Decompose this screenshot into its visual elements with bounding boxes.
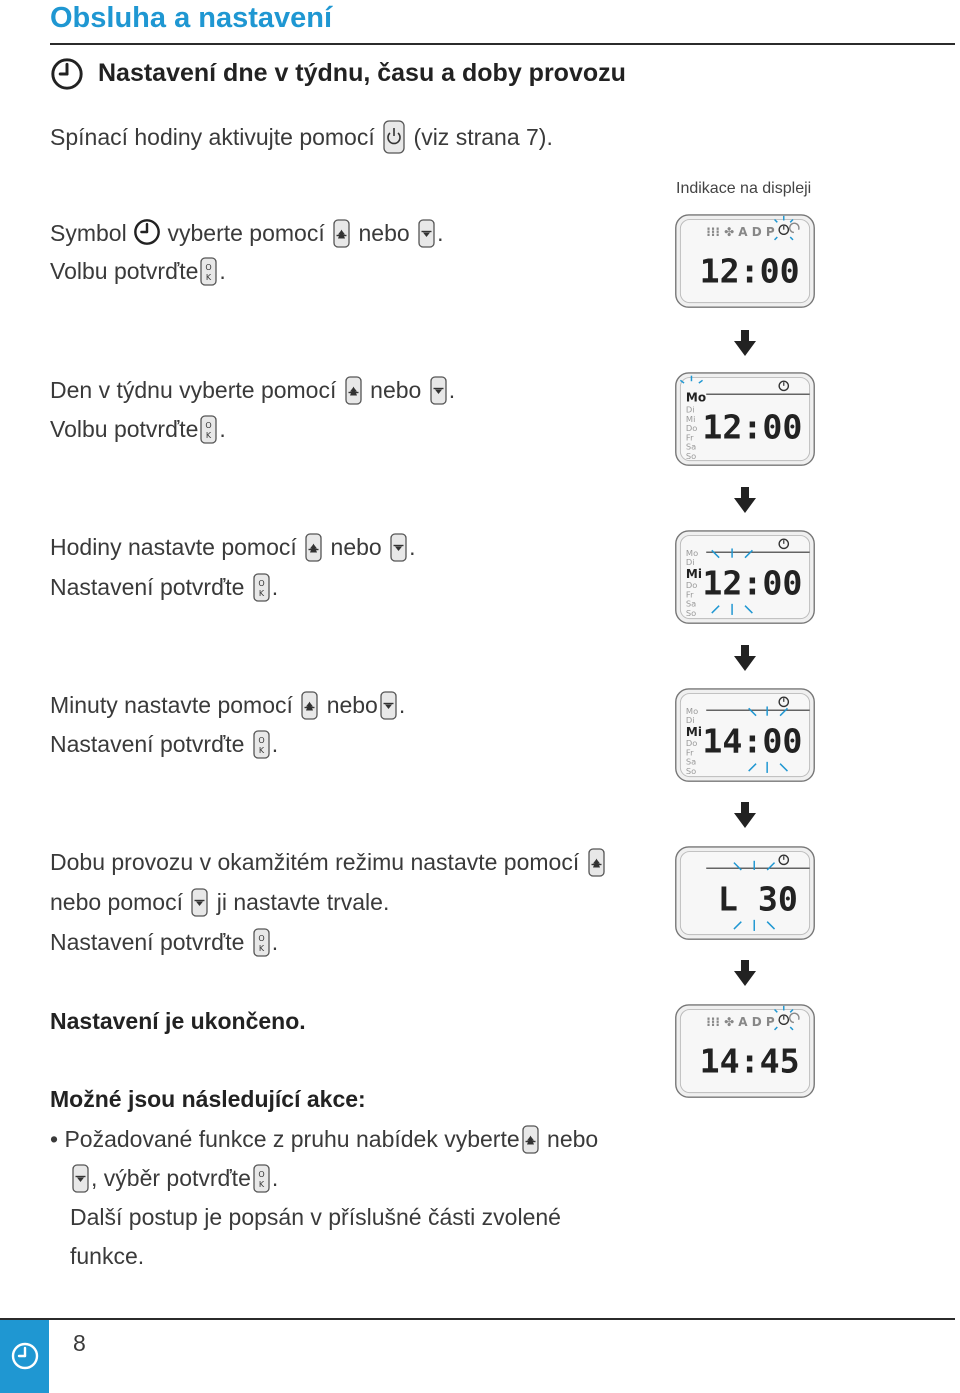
intro-text: Spínací hodiny aktivujte pomocí [50,124,375,150]
display-caption: Indikace na displeji [676,180,812,197]
actions-text: . [271,1165,279,1191]
step-5-line-1 [50,848,607,877]
up-button-icon [305,533,322,562]
actions-bullet-line-2 [70,1164,278,1193]
step-4-line-1 [50,691,405,720]
day-mo: Mo [685,705,699,716]
footer-tab [0,1320,49,1393]
clock-icon [10,1341,40,1371]
ok-button-icon [253,573,270,602]
step-text: . [409,534,416,560]
day-mo: Mo [685,547,699,558]
bullet: • [50,1126,59,1152]
step-5-line-2 [50,888,389,917]
display-time: L 30 [717,879,798,919]
actions-text: nebo [547,1126,599,1152]
step-2-line-1 [50,376,455,405]
step-text: Den v týdnu vyberte pomocí [50,377,337,403]
down-button-icon [390,533,407,562]
step-text: . [448,377,456,403]
ok-button-icon [253,730,270,759]
up-button-icon [333,219,350,248]
step-4-line-2 [50,730,278,759]
day-di: Di [685,557,695,568]
step-text: . [271,929,279,955]
up-button-icon [301,691,318,720]
step-text: vyberte pomocí [167,220,325,246]
day-mi: Mi [685,413,696,424]
day-fr: Fr [685,747,694,758]
step-text: nebo [358,220,410,246]
down-button-icon [191,888,208,917]
actions-bullet-line-3: Další postup je popsán v příslušné části zvolené [70,1204,561,1230]
actions-text: Požadované funkce z pruhu nabídek vyberte [64,1126,520,1152]
actions-heading: Možné jsou následující akce: [50,1086,366,1112]
step-text: . [219,416,226,442]
page-title: Obsluha a nastavení [50,2,333,34]
step-text: nebo [330,534,382,560]
display-hours [670,530,820,626]
display-time: 12:00 [702,407,803,447]
actions-bullet-line-1 [50,1125,598,1154]
down-arrow-icon [734,802,756,828]
step-text: . [271,574,279,600]
display-time: 14:00 [702,721,803,761]
step-text: Volbu potvrďte [50,258,199,284]
day-do: Do [685,423,698,434]
step-text: Hodiny nastavte pomocí [50,534,297,560]
actions-text: , výběr potvrďte [91,1165,251,1191]
day-so: So [685,765,697,776]
ok-button-icon [200,257,217,286]
down-arrow-icon [734,487,756,513]
up-button-icon [345,376,362,405]
step-text: nebo [370,377,422,403]
display-clock-symbol [670,214,820,310]
display-menu-icons: ⁝⁝⁝ ✤ A D P [706,1015,775,1030]
step-text: ji nastavte trvale. [216,889,390,915]
day-sa: Sa [685,756,697,767]
day-mi: Mi [685,567,702,581]
clock-icon [50,57,84,91]
display-weekday [670,372,820,468]
step-1-line-1 [50,218,443,248]
day-do: Do [685,580,698,591]
step-text: Nastavení potvrďte [50,731,245,757]
step-text: . [437,220,444,246]
intro-text-after: (viz strana 7). [413,124,553,150]
ok-button-icon [200,415,217,444]
display-time: 12:00 [702,563,803,603]
display-minutes [670,688,820,784]
step-text: Symbol [50,220,127,246]
day-di: Di [685,715,695,726]
day-so: So [685,607,697,618]
day-do: Do [685,738,698,749]
ok-button-icon [253,1164,270,1193]
down-button-icon [380,691,397,720]
down-arrow-icon [734,645,756,671]
step-text: Dobu provozu v okamžitém režimu nastavte pomocí [50,849,580,875]
title-divider [50,43,955,45]
day-mi: Mi [685,725,702,739]
display-duration [670,846,820,942]
day-fr: Fr [685,589,694,600]
actions-bullet-line-4: funkce. [70,1243,145,1269]
down-button-icon [72,1164,89,1193]
display-menu-icons: ⁝⁝⁝ ✤ A D P [706,225,775,240]
step-text: . [398,692,406,718]
step-text: . [271,731,279,757]
step-text: nebo pomocí [50,889,183,915]
section-heading: Nastavení dne v týdnu, času a doby provozu [98,59,626,87]
up-button-icon [522,1125,539,1154]
clock-icon [133,218,161,246]
step-text: Nastavení potvrďte [50,574,245,600]
day-di: Di [685,404,695,415]
up-button-icon [588,848,605,877]
day-fr: Fr [685,432,694,443]
step-5-line-3 [50,928,278,957]
footer-divider [0,1318,955,1320]
step-text: nebo [326,692,378,718]
step-3-line-1 [50,533,415,562]
ok-button-icon [253,928,270,957]
down-arrow-icon [734,330,756,356]
day-so: So [685,450,697,461]
step-text: Minuty nastavte pomocí [50,692,293,718]
down-button-icon [418,219,435,248]
day-sa: Sa [685,598,697,609]
down-button-icon [430,376,447,405]
step-3-line-2 [50,573,278,602]
step-text: Volbu potvrďte [50,416,199,442]
page-number: 8 [73,1330,86,1356]
step-text: . [219,258,226,284]
intro-line [50,120,553,154]
down-arrow-icon [734,960,756,986]
power-button-icon [383,120,405,154]
step-1-line-2 [50,257,226,286]
display-final [670,1004,820,1100]
step-text: Nastavení potvrďte [50,929,245,955]
day-mo: Mo [685,390,707,405]
display-time: 12:00 [699,251,800,291]
display-time: 14:45 [699,1041,800,1081]
completion-note: Nastavení je ukončeno. [50,1008,306,1034]
step-2-line-2 [50,415,226,444]
day-sa: Sa [685,441,697,452]
